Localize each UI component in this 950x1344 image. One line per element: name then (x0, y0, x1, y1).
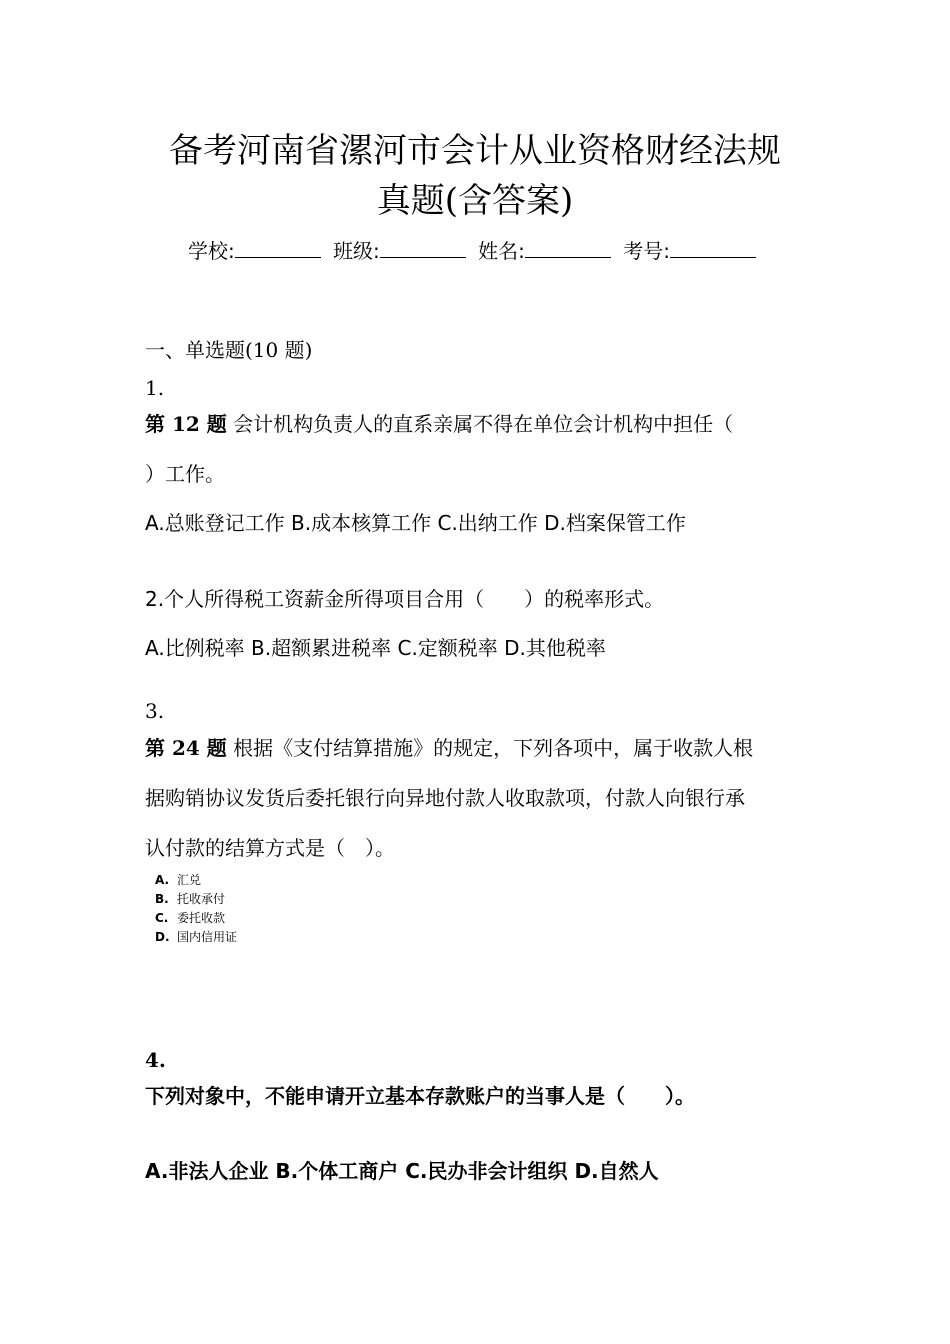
question-3-text-1: 根据《支付结算措施》的规定，下列各项中，属于收款人根 (226, 736, 754, 760)
question-2-stem: 2.个人所得税工资薪金所得项目合用（ ）的税率形式。 (145, 587, 665, 611)
question-1-options: A.总账登记工作 B.成本核算工作 C.出纳工作 D.档案保管工作 (145, 511, 686, 535)
school-blank (235, 237, 321, 258)
question-3-option-d: D. 国内信用证 (155, 930, 238, 944)
question-3-number: 3. (145, 699, 165, 723)
document-title-line-2: 真题(含答案) (376, 181, 574, 221)
question-3-stem-line-1 (145, 734, 753, 762)
question-4-options: A.非法人企业 B.个体工商户 C.民办非会计组织 D.自然人 (145, 1159, 659, 1183)
school-label: 学校: (187, 239, 235, 263)
number-blank (670, 237, 756, 258)
question-4-number: 4. (145, 1048, 166, 1072)
question-1-stem-line-2: ）工作。 (145, 462, 225, 486)
class-blank (380, 237, 466, 258)
question-3-option-b: B. 托收承付 (155, 892, 226, 906)
question-3-label: 第 24 题 (145, 736, 227, 760)
section-heading: 一、单选题(10 题) (145, 338, 313, 362)
question-3-option-c: C. 委托收款 (155, 911, 226, 925)
question-1-number: 1. (145, 376, 165, 400)
question-3-stem-line-2: 据购销协议发货后委托银行向异地付款人收取款项，付款人向银行承 (145, 786, 745, 810)
question-3-stem-line-3: 认付款的结算方式是（ ）。 (145, 836, 395, 860)
question-2-options: A.比例税率 B.超额累进税率 C.定额税率 D.其他税率 (145, 636, 606, 660)
question-1-stem-line-1 (145, 410, 733, 438)
question-3-option-a: A. 汇兑 (155, 873, 202, 887)
number-label: 考号: (623, 239, 671, 263)
name-blank (525, 237, 611, 258)
document-title-line-1: 备考河南省漯河市会计从业资格财经法规 (169, 131, 781, 171)
student-info-line (0, 236, 950, 266)
question-1-label: 第 12 题 (145, 412, 227, 436)
class-label: 班级: (333, 239, 380, 263)
name-label: 姓名: (478, 239, 525, 263)
question-1-text-1: 会计机构负责人的直系亲属不得在单位会计机构中担任（ (226, 412, 734, 436)
question-4-stem: 下列对象中，不能申请开立基本存款账户的当事人是（ ）。 (145, 1084, 695, 1108)
